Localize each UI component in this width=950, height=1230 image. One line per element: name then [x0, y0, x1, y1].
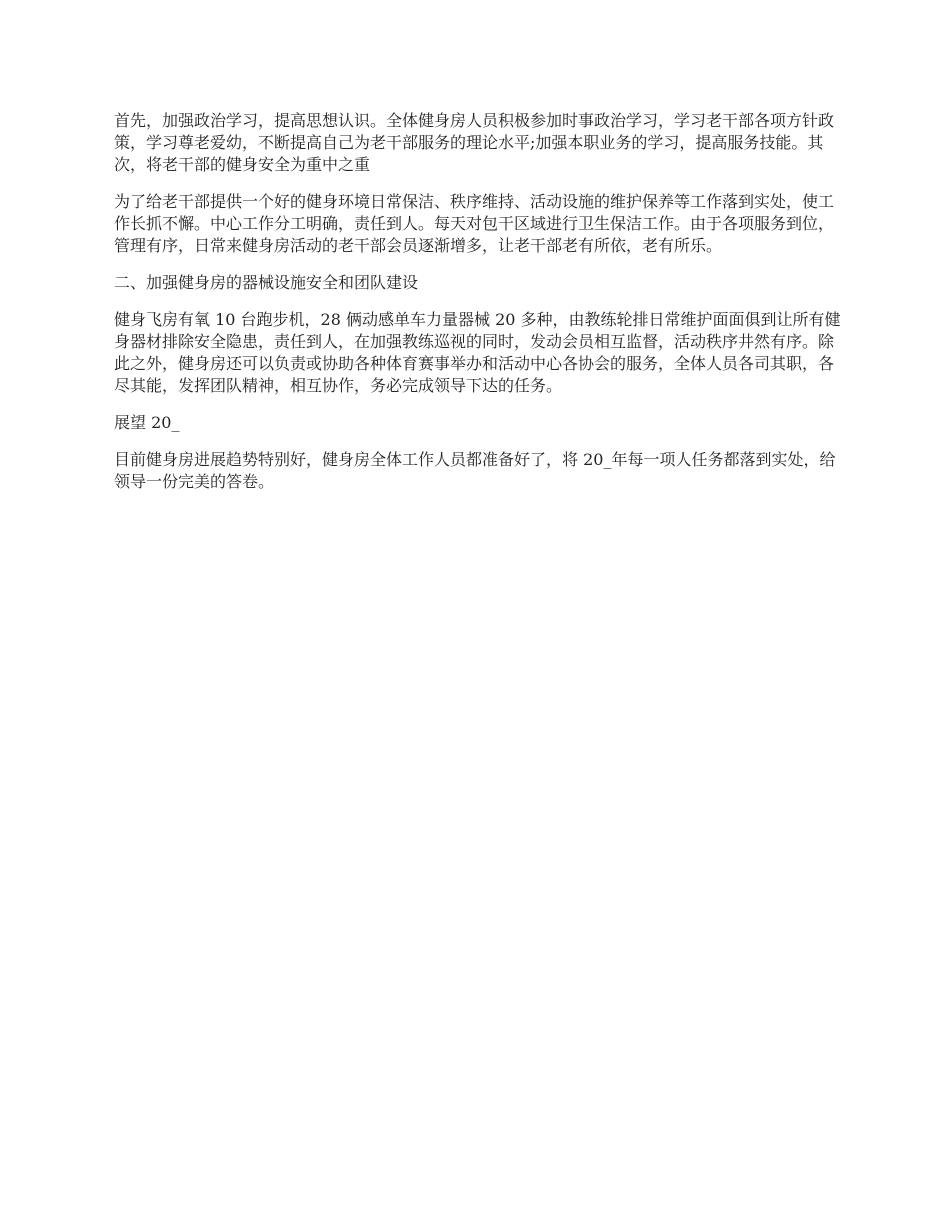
section-heading-equipment-safety: 二、加强健身房的器械设施安全和团队建设 — [114, 273, 419, 292]
paragraph-outlook: 目前健身房进展趋势特别好，健身房全体工作人员都准备好了，将 20_年每一项人任务都落到实处，给领导一份完美的答卷。 — [114, 450, 836, 491]
paragraph-fitness-environment: 为了给老干部提供一个好的健身环境日常保洁、秩序维持、活动设施的维护保养等工作落到实处，使工作长抓不懈。中心工作分工明确，责任到人。每天对包干区域进行卫生保洁工作。由于各项服务到位，管理有序，日常来健身房活动的老干部会员逐渐增多，让老干部老有所依，老有所乐。 — [114, 192, 835, 255]
document-body — [114, 110, 844, 508]
paragraph-equipment-details: 健身飞房有氧 10 台跑步机，28 俩动感单车力量器械 20 多种，由教练轮排日常维护面面俱到让所有健身器材排除安全隐患，责任到人，在加强教练巡视的同时，发动会员相互监督，活动秩序井然有序。除此之外，健身房还可以负责或协助各种体育赛事举办和活动中心各协会的服务，全体人员各司其职，各尽其能，发挥团队精神，相互协作，务必完成领导下达的任务。 — [114, 310, 841, 395]
section-heading-outlook: 展望 20_ — [114, 413, 180, 432]
paragraph-political-study: 首先，加强政治学习，提高思想认识。全体健身房人员积极参加时事政治学习，学习老干部各项方针政策，学习尊老爱幼，不断提高自己为老干部服务的理论水平;加强本职业务的学习，提高服务技能。其次，将老干部的健身安全为重中之重 — [114, 111, 835, 174]
